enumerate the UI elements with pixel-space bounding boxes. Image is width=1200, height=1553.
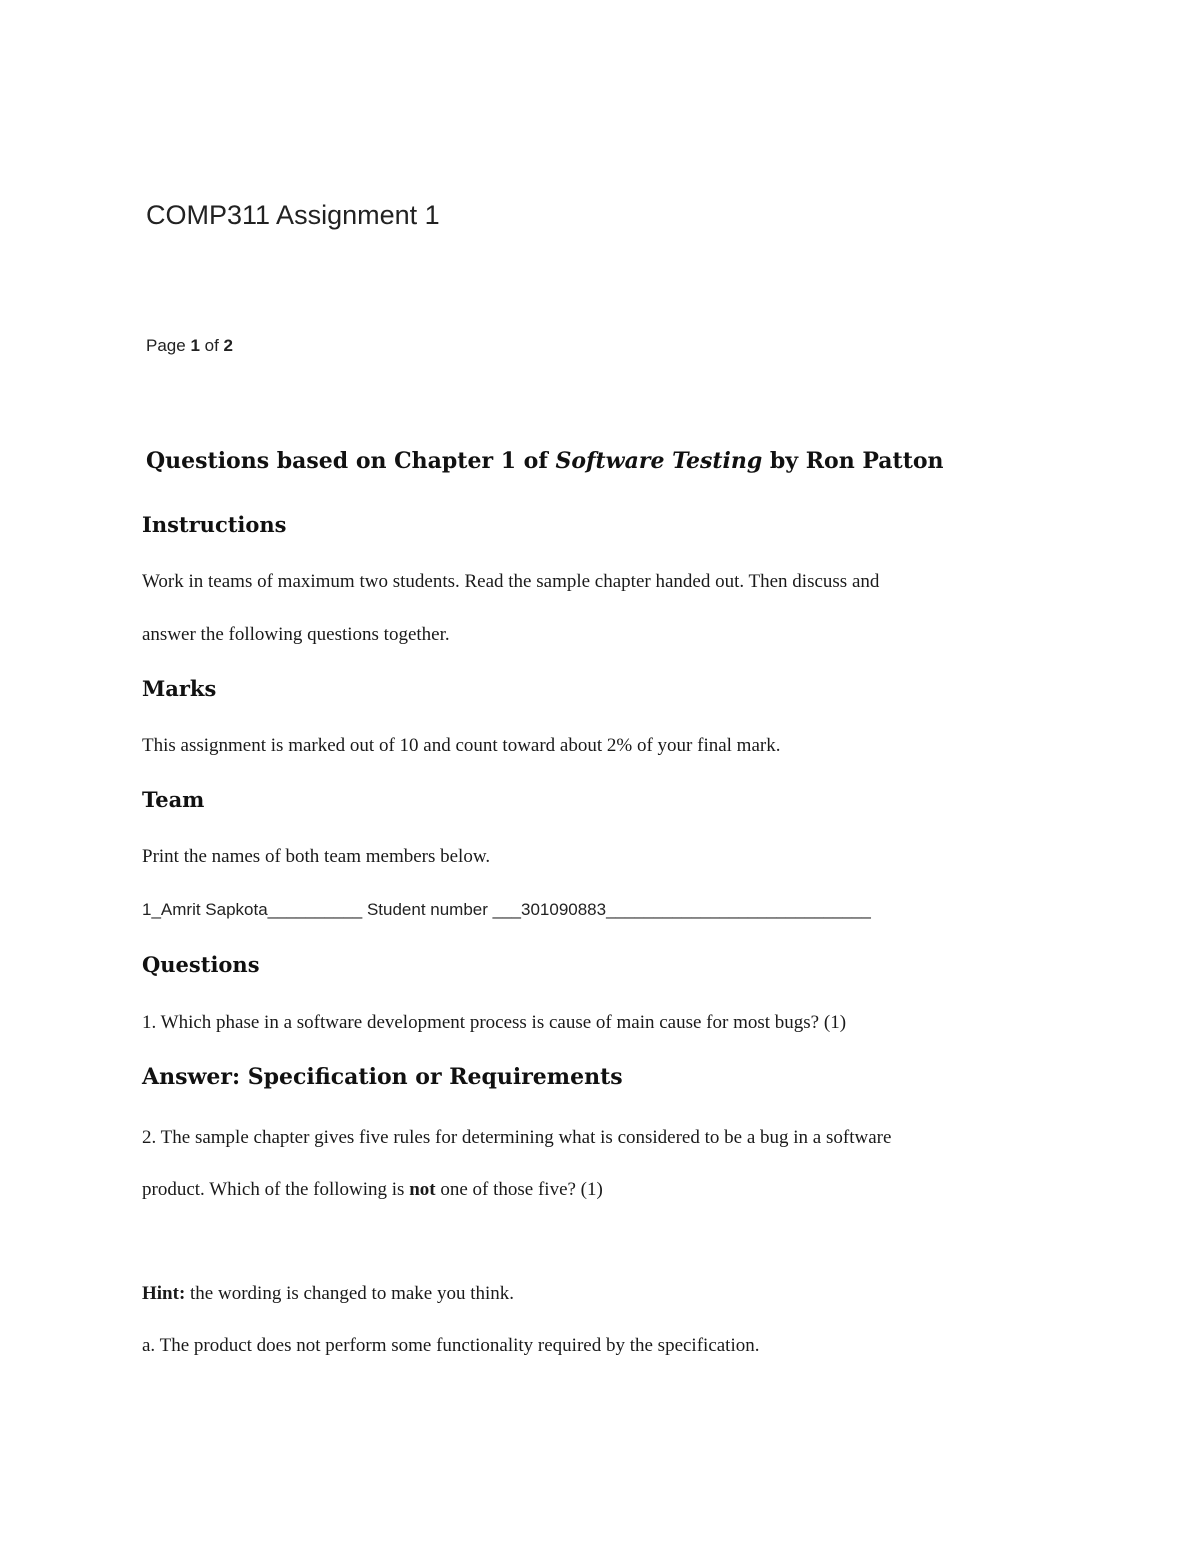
main-heading-before: Questions based on Chapter 1 of <box>146 448 556 474</box>
question-2-line2 <box>142 1179 603 1201</box>
question-1: 1. Which phase in a software development process is cause of main cause for most bugs? (1) <box>142 1012 847 1033</box>
q2-after: one of those five? (1) <box>435 1179 603 1200</box>
team-member-line: 1_Amrit Sapkota__________ Student number ___301090883____________________________ <box>142 900 871 919</box>
book-title: Software Testing <box>555 448 763 474</box>
document-title: COMP311 Assignment 1 <box>146 200 440 230</box>
q2-before: product. Which of the following is <box>142 1179 410 1200</box>
page-current: 1 <box>190 336 200 355</box>
hint-label: Hint: <box>142 1283 186 1304</box>
q2-bold-not: not <box>409 1179 436 1200</box>
main-heading-after: by Ron Patton <box>762 448 944 474</box>
main-heading <box>146 448 944 474</box>
page-number-label <box>146 336 233 356</box>
instructions-text-line2: answer the following questions together. <box>142 624 450 645</box>
option-a: a. The product does not perform some functionality required by the specification. <box>142 1335 760 1356</box>
page-label-prefix: Page <box>146 336 191 355</box>
marks-text: This assignment is marked out of 10 and count toward about 2% of your final mark. <box>142 735 781 756</box>
page-total: 2 <box>223 336 233 355</box>
team-heading: Team <box>142 787 205 812</box>
marks-heading: Marks <box>142 676 217 701</box>
instructions-text-line1: Work in teams of maximum two students. Read the sample chapter handed out. Then discuss and <box>142 571 880 592</box>
answer-1: Answer: Specification or Requirements <box>142 1064 623 1090</box>
questions-heading: Questions <box>142 952 260 977</box>
team-text: Print the names of both team members below. <box>142 846 491 867</box>
question-2-line1: 2. The sample chapter gives five rules for determining what is considered to be a bug in a software <box>142 1127 892 1148</box>
hint-text: the wording is changed to make you think. <box>185 1283 515 1304</box>
page-label-middle: of <box>199 336 224 355</box>
hint-line <box>142 1283 514 1305</box>
instructions-heading: Instructions <box>142 512 287 537</box>
